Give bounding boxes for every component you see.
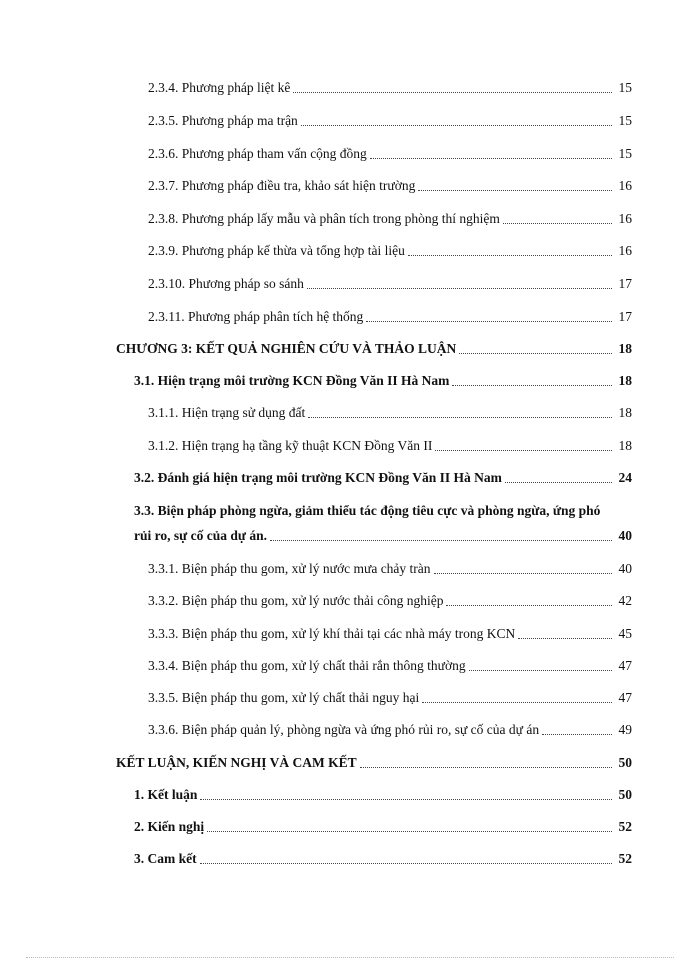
toc-entry[interactable]: [148, 80, 632, 102]
toc-entry-label: 2.3.9. Phương pháp kế thừa và tổng hợp tài liệu: [148, 243, 405, 258]
toc-page-number: 42: [618, 593, 632, 608]
dot-leader: [452, 385, 612, 386]
toc-chapter-entry[interactable]: [116, 755, 632, 777]
dot-leader: [200, 863, 612, 864]
toc-entry-label: 2. Kiến nghị: [134, 819, 205, 834]
toc-page-number: 49: [618, 722, 632, 737]
toc-entry[interactable]: [148, 243, 632, 265]
toc-entry-label: 2.3.4. Phương pháp liệt kê: [148, 80, 291, 95]
toc-entry-label: 2.3.6. Phương pháp tham vấn cộng đồng: [148, 146, 367, 161]
toc-page-number: 24: [618, 470, 632, 485]
toc-page-number: 18: [618, 373, 632, 388]
toc-entry-label: 3.1. Hiện trạng môi trường KCN Đồng Văn II Hà Nam: [134, 373, 450, 388]
toc-entry[interactable]: [148, 593, 632, 615]
dot-leader: [422, 702, 612, 703]
toc-entry-label: KẾT LUẬN, KIẾN NGHỊ VÀ CAM KẾT: [116, 755, 357, 770]
toc-entry-label: 1. Kết luận: [134, 787, 198, 802]
toc-entry-label: 2.3.7. Phương pháp điều tra, khảo sát hiện trường: [148, 178, 416, 193]
toc-entry[interactable]: [148, 722, 632, 744]
toc-page-number: 16: [618, 243, 632, 258]
toc-entry-label: 3.1.1. Hiện trạng sử dụng đất: [148, 405, 306, 420]
toc-entry-label: 2.3.11. Phương pháp phân tích hệ thống: [148, 309, 364, 324]
toc-entry-label: 2.3.5. Phương pháp ma trận: [148, 113, 298, 128]
dot-leader: [418, 190, 612, 191]
dot-leader: [293, 92, 612, 93]
dot-leader: [370, 158, 612, 159]
toc-entry[interactable]: [148, 276, 632, 298]
dot-leader: [518, 638, 612, 639]
toc-entry[interactable]: [148, 113, 632, 135]
toc-entry-label: 3.3.4. Biện pháp thu gom, xử lý chất thải rắn thông thường: [148, 658, 466, 673]
toc-page-number: 47: [618, 690, 632, 705]
dot-leader: [207, 831, 612, 832]
dot-leader: [503, 223, 612, 224]
dot-leader: [308, 417, 612, 418]
toc-entry[interactable]: [148, 146, 632, 168]
toc-section-entry[interactable]: [134, 470, 632, 492]
toc-page-number: 47: [618, 658, 632, 673]
toc-entry-label: 2.3.10. Phương pháp so sánh: [148, 276, 304, 291]
toc-page-number: 40: [618, 528, 632, 543]
dot-leader: [360, 767, 612, 768]
toc-page-number: 40: [618, 561, 632, 576]
toc-entry[interactable]: [148, 309, 632, 331]
dot-leader: [307, 288, 612, 289]
toc-chapter-entry[interactable]: [116, 341, 632, 363]
toc-section-entry-line1[interactable]: 3.3. Biện pháp phòng ngừa, giảm thiểu tác động tiêu cực và phòng ngừa, ứng phó: [134, 503, 601, 518]
toc-page-number: 18: [618, 341, 632, 356]
toc-page-number: 18: [618, 405, 632, 420]
toc-page-number: 17: [618, 276, 632, 291]
toc-entry-label: 2.3.8. Phương pháp lấy mẫu và phân tích trong phòng thí nghiệm: [148, 211, 500, 226]
dot-leader: [459, 353, 612, 354]
toc-entry[interactable]: [148, 561, 632, 583]
toc-section-entry[interactable]: [134, 528, 632, 550]
dot-leader: [435, 450, 612, 451]
page-bottom-divider: [26, 957, 674, 958]
dot-leader: [446, 605, 612, 606]
dot-leader: [270, 540, 612, 541]
toc-entry-label: 3.3.1. Biện pháp thu gom, xử lý nước mưa chảy tràn: [148, 561, 431, 576]
dot-leader: [366, 321, 612, 322]
toc-entry-label: CHƯƠNG 3: KẾT QUẢ NGHIÊN CỨU VÀ THẢO LUẬN: [116, 341, 457, 356]
dot-leader: [301, 125, 612, 126]
dot-leader: [469, 670, 612, 671]
dot-leader: [505, 482, 612, 483]
toc-section-entry[interactable]: [134, 787, 632, 809]
dot-leader: [200, 799, 612, 800]
toc-section-entry[interactable]: [134, 819, 632, 841]
toc-page-number: 52: [618, 851, 632, 866]
toc-page-number: 52: [618, 819, 632, 834]
dot-leader: [542, 734, 612, 735]
toc-entry-label: 3.2. Đánh giá hiện trạng môi trường KCN Đồng Văn II Hà Nam: [134, 470, 502, 485]
toc-section-entry[interactable]: [134, 851, 632, 873]
toc-entry-label: 3.3.3. Biện pháp thu gom, xử lý khí thải tại các nhà máy trong KCN: [148, 626, 516, 641]
toc-page-number: 15: [618, 80, 632, 95]
toc-entry-label: rủi ro, sự cố của dự án.: [134, 528, 267, 543]
toc-entry-label: 3.3.6. Biện pháp quản lý, phòng ngừa và ứng phó rủi ro, sự cố của dự án: [148, 722, 540, 737]
toc-section-entry[interactable]: [134, 373, 632, 395]
toc-page-number: 15: [618, 146, 632, 161]
toc-entry[interactable]: [148, 690, 632, 712]
toc-page-number: 15: [618, 113, 632, 128]
toc-page-number: 18: [618, 438, 632, 453]
toc-page-number: 45: [618, 626, 632, 641]
toc-page-number: 50: [618, 787, 632, 802]
toc-entry[interactable]: [148, 405, 632, 427]
dot-leader: [408, 255, 612, 256]
toc-entry[interactable]: [148, 438, 632, 460]
toc-entry-label: 3.3.5. Biện pháp thu gom, xử lý chất thải nguy hại: [148, 690, 420, 705]
toc-entry-label: 3. Cam kết: [134, 851, 197, 866]
toc-page-number: 16: [618, 178, 632, 193]
toc-entry-label: 3.3.2. Biện pháp thu gom, xử lý nước thải công nghiệp: [148, 593, 444, 608]
toc-entry[interactable]: [148, 178, 632, 200]
toc-entry-label: 3.1.2. Hiện trạng hạ tầng kỹ thuật KCN Đồng Văn II: [148, 438, 433, 453]
dot-leader: [434, 573, 612, 574]
toc-entry[interactable]: [148, 658, 632, 680]
toc-page-number: 50: [618, 755, 632, 770]
toc-entry[interactable]: [148, 626, 632, 648]
toc-page-number: 16: [618, 211, 632, 226]
toc-page-number: 17: [618, 309, 632, 324]
toc-entry[interactable]: [148, 211, 632, 233]
